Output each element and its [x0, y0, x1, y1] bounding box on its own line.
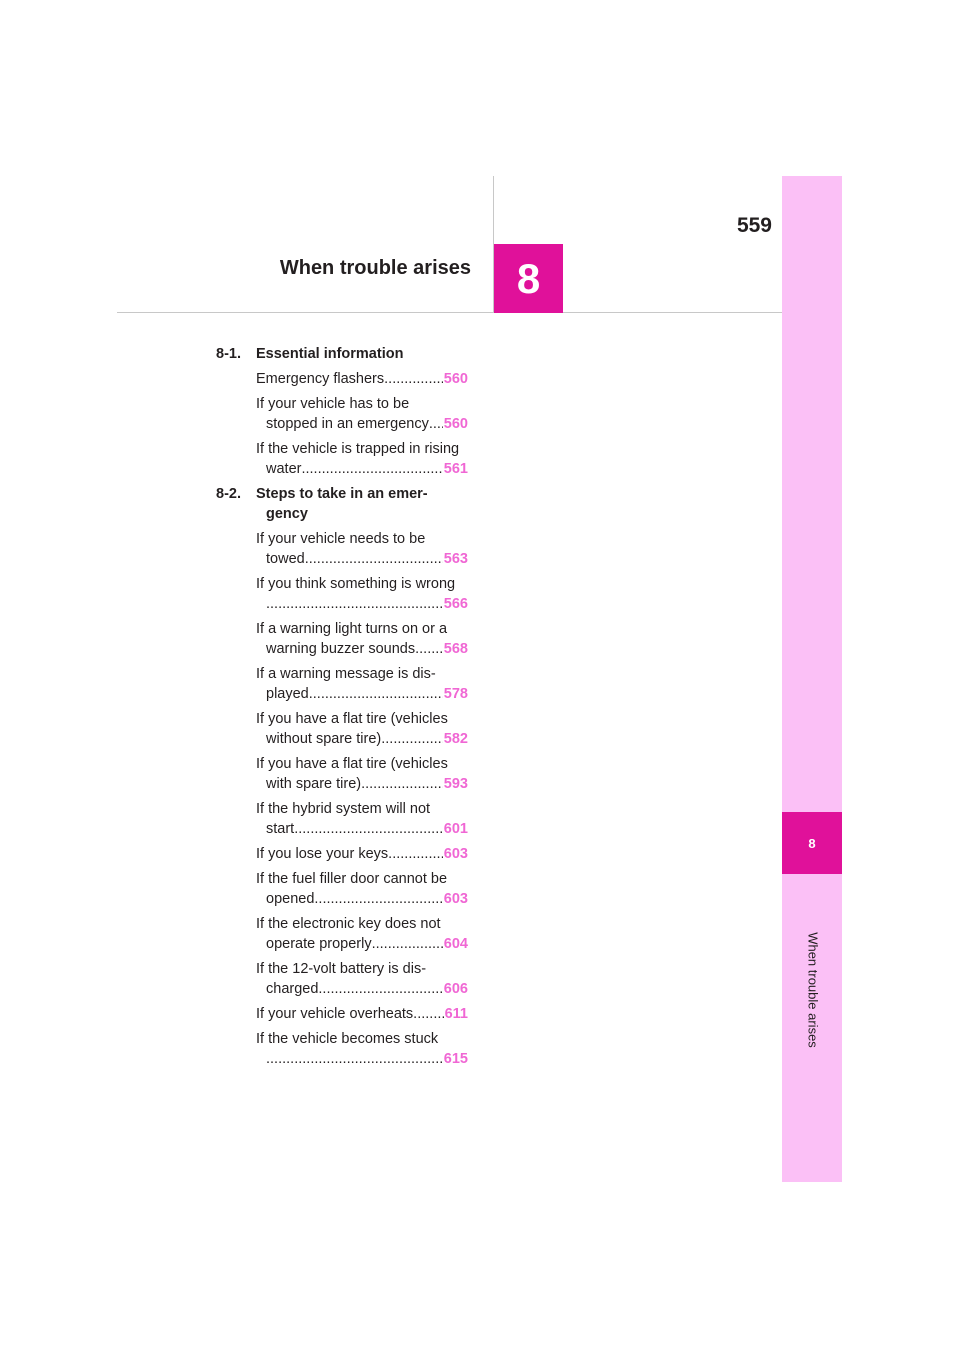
entry-leader-line: [256, 459, 468, 479]
entry-leader-line: [256, 1049, 468, 1069]
toc-entry[interactable]: [256, 709, 468, 749]
toc-entry[interactable]: [256, 369, 468, 389]
entry-text: charged: [266, 981, 319, 997]
toc-entry[interactable]: [256, 1029, 468, 1069]
entry-title: If a warning message is dis-: [256, 666, 436, 682]
entry-title: If you have a flat tire (vehicles: [256, 756, 448, 772]
toc-entry[interactable]: [256, 619, 468, 659]
page-reference-link[interactable]: 615: [443, 1051, 468, 1067]
dot-leader: [361, 774, 443, 794]
entry-leader-line: [256, 1004, 468, 1024]
entry-text: with spare tire): [266, 776, 362, 792]
entry-text: stopped in an emergency: [266, 416, 429, 432]
page-reference-link[interactable]: 563: [443, 551, 468, 567]
toc-entry[interactable]: [256, 394, 468, 434]
entry-text: If your vehicle overheats: [256, 1006, 414, 1022]
entry-leader-line: [256, 979, 468, 999]
entry-leader-line: [256, 844, 468, 864]
page-reference-link[interactable]: 566: [443, 596, 468, 612]
dot-leader: [384, 369, 443, 389]
page-reference-link[interactable]: 593: [443, 776, 468, 792]
entry-leader-line: [256, 819, 468, 839]
page-reference-link[interactable]: 560: [443, 416, 468, 432]
page-reference-link[interactable]: 603: [443, 846, 468, 862]
dot-leader: [415, 639, 443, 659]
dot-leader: [318, 979, 442, 999]
page-reference-link[interactable]: 578: [443, 686, 468, 702]
entry-title: If your vehicle has to be: [256, 396, 410, 412]
page-reference-link[interactable]: 604: [443, 936, 468, 952]
dot-leader: [266, 594, 443, 614]
toc-entry[interactable]: [256, 869, 468, 909]
entry-title: If the electronic key does not: [256, 916, 441, 932]
toc-entry[interactable]: [256, 529, 468, 569]
entry-title: If the vehicle is trapped in rising: [256, 441, 460, 457]
page-reference-link[interactable]: 561: [443, 461, 468, 477]
chapter-number-box: 8: [494, 244, 563, 313]
side-tab-number[interactable]: 8: [782, 812, 842, 874]
entry-leader-line: [256, 369, 468, 389]
toc-section: [216, 484, 468, 524]
entry-leader-line: [256, 414, 468, 434]
entry-leader-line: [256, 684, 468, 704]
dot-leader: [301, 459, 442, 479]
entry-text: warning buzzer sounds: [266, 641, 416, 657]
dot-leader: [429, 414, 443, 434]
entry-text: operate properly: [266, 936, 372, 952]
header-horizontal-rule: [117, 312, 782, 313]
dot-leader: [413, 1004, 443, 1024]
entry-title: If the vehicle becomes stuck: [256, 1031, 439, 1047]
entry-title: If a warning light turns on or a: [256, 621, 448, 637]
dot-leader: [388, 844, 443, 864]
entry-text: start: [266, 821, 295, 837]
dot-leader: [305, 549, 443, 569]
page-number: 559: [736, 214, 772, 237]
entry-leader-line: [256, 729, 468, 749]
entry-text: without spare tire): [266, 731, 382, 747]
toc-entry[interactable]: [256, 799, 468, 839]
entry-text: water: [266, 461, 302, 477]
entry-title: If your vehicle needs to be: [256, 531, 426, 547]
page-reference-link[interactable]: 606: [443, 981, 468, 997]
dot-leader: [381, 729, 443, 749]
toc-entry[interactable]: [256, 1004, 468, 1024]
entry-leader-line: [256, 639, 468, 659]
chapter-title: When trouble arises: [279, 257, 471, 279]
dot-leader: [309, 684, 443, 704]
entry-text: Emergency flashers: [256, 371, 385, 387]
toc-entry[interactable]: [256, 664, 468, 704]
section-number: 8-2.: [216, 486, 241, 502]
section-title: Steps to take in an emer-gency: [256, 486, 428, 522]
page-reference-link[interactable]: 560: [443, 371, 468, 387]
toc-entry[interactable]: [256, 844, 468, 864]
dot-leader: [294, 819, 443, 839]
entry-text: played: [266, 686, 309, 702]
dot-leader: [372, 934, 443, 954]
entry-text: towed: [266, 551, 305, 567]
page-reference-link[interactable]: 601: [443, 821, 468, 837]
section-number: 8-1.: [216, 346, 241, 362]
entry-leader-line: [256, 934, 468, 954]
entry-title: If you think something is wrong: [256, 576, 456, 592]
entry-leader-line: [256, 549, 468, 569]
toc-entry[interactable]: [256, 754, 468, 794]
toc-section: [216, 344, 468, 364]
entry-leader-line: [256, 889, 468, 909]
toc-entry[interactable]: [256, 439, 468, 479]
dot-leader: [266, 1049, 443, 1069]
entry-leader-line: [256, 594, 468, 614]
page-reference-link[interactable]: 611: [444, 1006, 468, 1022]
side-tab-label: When trouble arises: [805, 932, 821, 1048]
page-reference-link[interactable]: 603: [443, 891, 468, 907]
entry-title: If the fuel filler door cannot be: [256, 871, 448, 887]
section-title: Essential information: [256, 346, 404, 362]
dot-leader: [314, 889, 442, 909]
page-reference-link[interactable]: 582: [443, 731, 468, 747]
entry-title: If the hybrid system will not: [256, 801, 431, 817]
entry-text: If you lose your keys: [256, 846, 389, 862]
toc-entry[interactable]: [256, 959, 468, 999]
toc-entry[interactable]: [256, 914, 468, 954]
table-of-contents: [216, 344, 468, 1074]
entry-text: opened: [266, 891, 315, 907]
toc-entry[interactable]: [256, 574, 468, 614]
entry-title: If the 12-volt battery is dis-: [256, 961, 427, 977]
page-reference-link[interactable]: 568: [443, 641, 468, 657]
entry-leader-line: [256, 774, 468, 794]
entry-title: If you have a flat tire (vehicles: [256, 711, 448, 727]
